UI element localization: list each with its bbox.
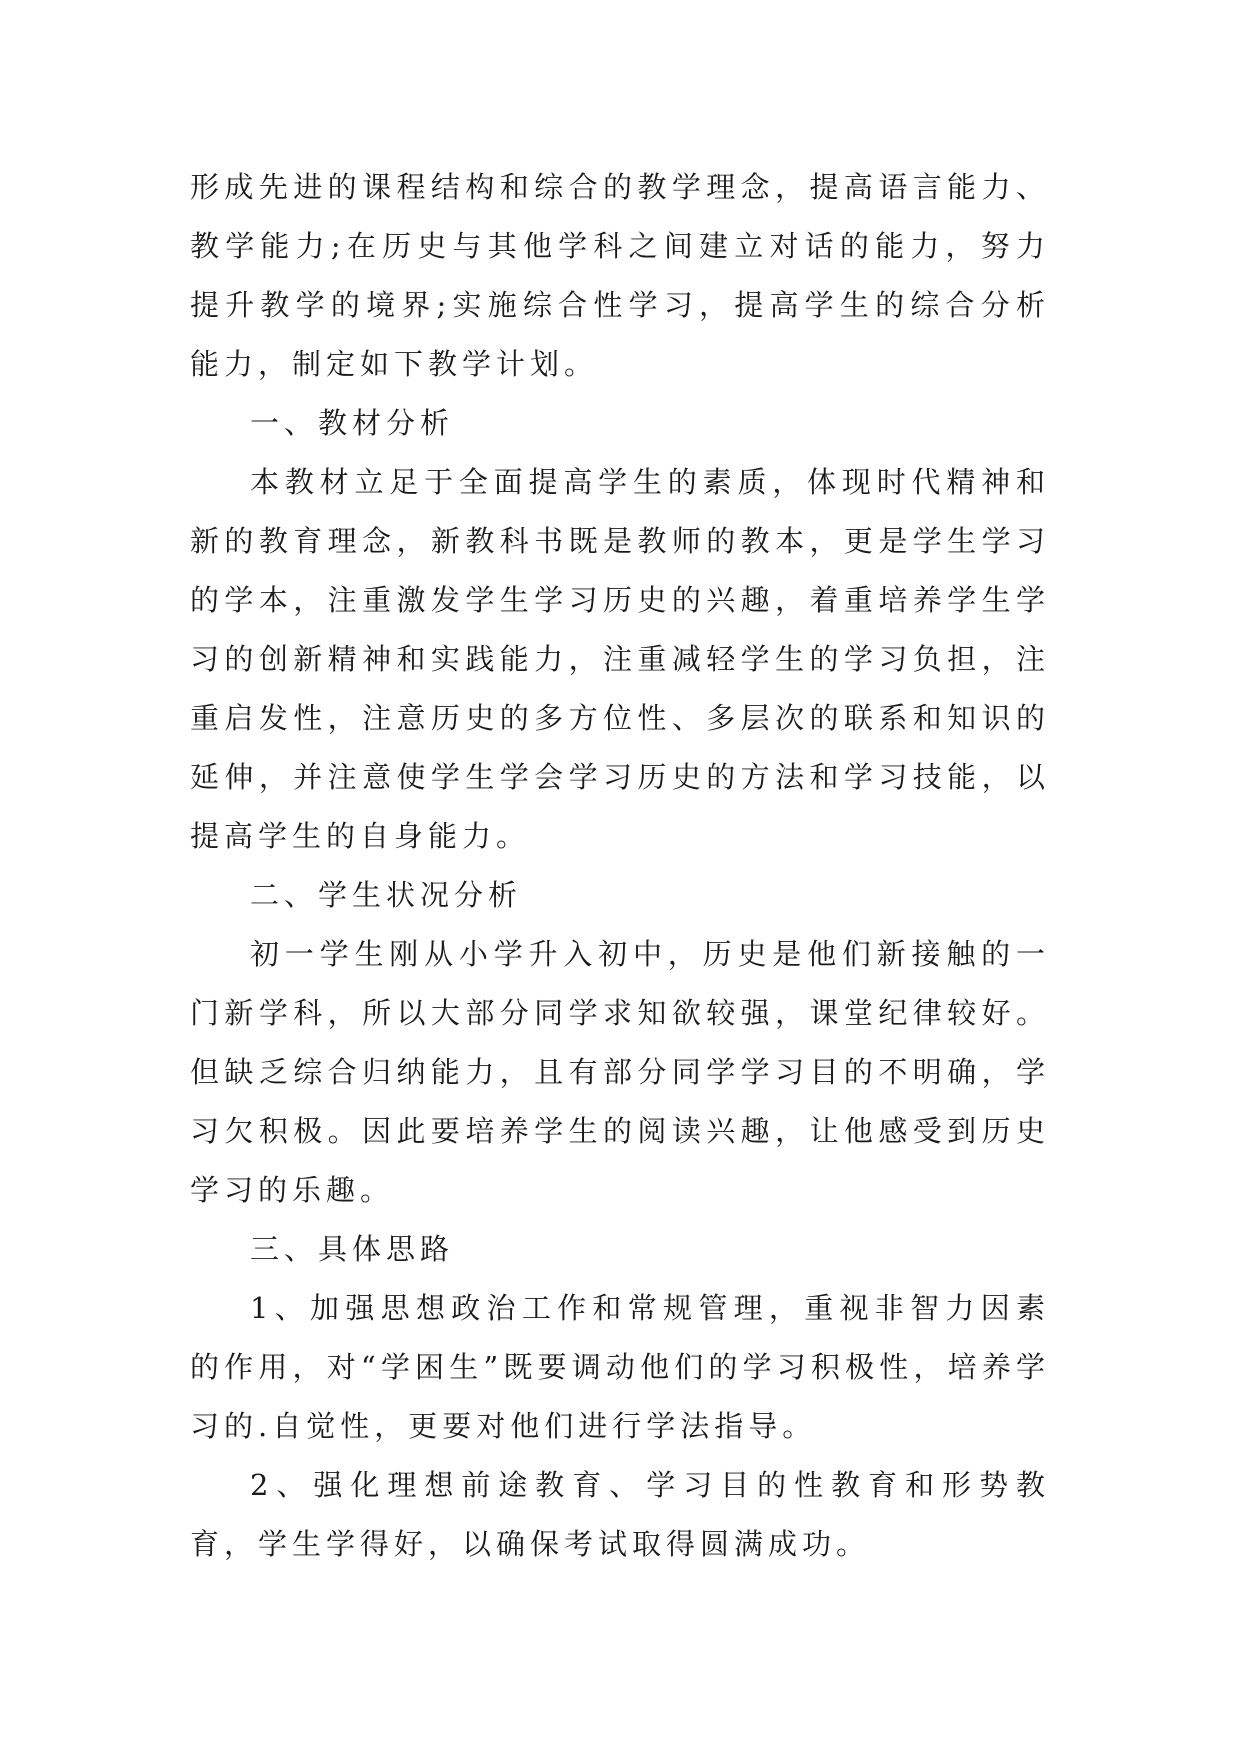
- section-heading-textbook-analysis: 一、教材分析: [250, 406, 455, 440]
- section-heading-approach: 三、具体思路: [250, 1232, 455, 1266]
- document-body: [190, 158, 1050, 1574]
- paragraph-approach-1: 1、加强思想政治工作和常规管理，重视非智力因素的作用，对“学困生”既要调动他们的学习积极性，培养学习的.自觉性，更要对他们进行学法指导。: [190, 1291, 1050, 1443]
- paragraph-student-analysis: 初一学生刚从小学升入初中，历史是他们新接触的一门新学科，所以大部分同学求知欲较强，课堂纪律较好。但缺乏综合归纳能力，且有部分同学学习目的不明确，学习欠积极。因此要培养学生的阅读兴趣，让他感受到历史学习的乐趣。: [190, 937, 1050, 1207]
- paragraph-approach-2: 2、强化理想前途教育、学习目的性教育和形势教育，学生学得好，以确保考试取得圆满成功。: [190, 1468, 1050, 1561]
- section-heading-student-analysis: 二、学生状况分析: [250, 878, 523, 912]
- paragraph-textbook-analysis: 本教材立足于全面提高学生的素质，体现时代精神和新的教育理念，新教科书既是教师的教本，更是学生学习的学本，注重激发学生学习历史的兴趣，着重培养学生学习的创新精神和实践能力，注重减轻学生的学习负担，注重启发性，注意历史的多方位性、多层次的联系和知识的延伸，并注意使学生学会学习历史的方法和学习技能，以提高学生的自身能力。: [190, 465, 1050, 853]
- paragraph-intro: 形成先进的课程结构和综合的教学理念，提高语言能力、教学能力;在历史与其他学科之间建立对话的能力，努力提升教学的境界;实施综合性学习，提高学生的综合分析能力，制定如下教学计划。: [190, 170, 1050, 381]
